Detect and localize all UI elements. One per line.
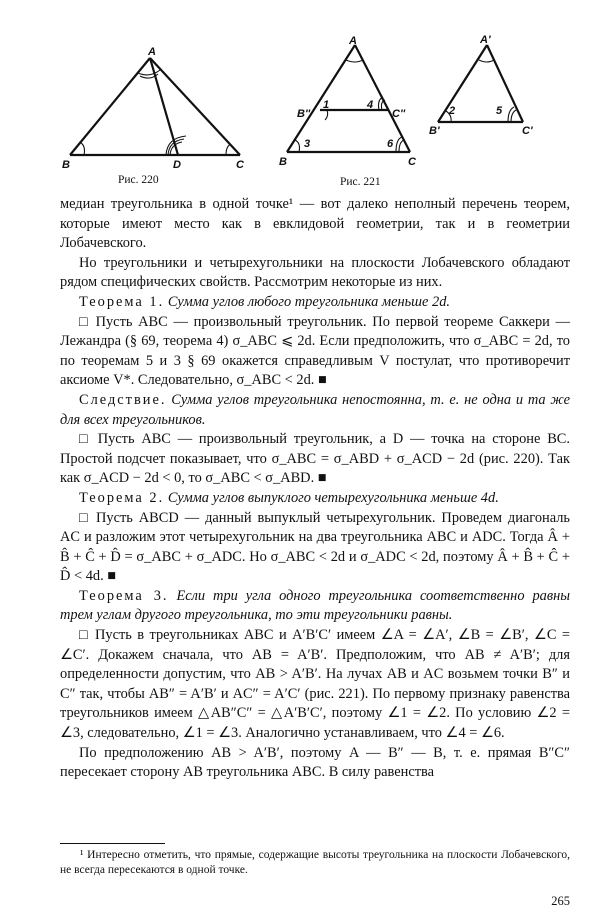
footnote: ¹ Интересно отметить, что прямые, содержащие высоты треугольника на плоскости Лобачевского, не всегда пересекаются в одной точке. [60, 849, 570, 876]
proof: □ Пусть ABCD — данный выпуклый четырехугольник. Проведем диагональ AC и разложим этот четырехугольник на два треугольника ABC и ADC. Тогда Â + B̂ + Ĉ + D̂ = σ_ABC + σ_ADC. Но σ_ABC < 2d и σ_ADC < 2d, поэтому Â + B̂ + Ĉ + D̂ < 4d. ■ [60, 509, 570, 585]
body-text [60, 195, 570, 783]
proof: □ Пусть ABC — произвольный треугольник. По первой теореме Саккери — Лежандра (§ 69, теорема 4) σ_ABC ⩽ 2d. Если предположить, что σ_ABC = 2d, то по теоремам 5 и 3 § 69 окажется справедливым V постулат, что противоречит аксиоме V*. Следовательно, σ_ABC < 2d. ■ [60, 313, 570, 389]
label-c-prime: C' [522, 125, 533, 137]
paragraph: медиан треугольника в одной точке¹ — вот далеко неполный перечень теорем, которые имеют место как в евклидовой геометрии, так и в геометрии Лобачевского. [60, 196, 570, 252]
proof: □ Пусть в треугольниках ABC и A′B′C′ имеем ∠A = ∠A′, ∠B = ∠B′, ∠C = ∠C′. Докажем сначала, что AB = A′B′. Предположим, что AB ≠ A′B′; для определенности допустим, что AB > A′B′. На лучах AB и AC возьмем точки B″ и C″ так, чтобы AB″ = A′B′ и AC″ = A′C′ (рис. 221). По первому признаку равенства треугольников имеем △AB″C″ = △A′B′C′, поэтому ∠1 = ∠2. По условию ∠2 = ∠3, следовательно, ∠1 = ∠3. Аналогично устанавливаем, что ∠4 = ∠6. [60, 627, 570, 742]
label-angle-3: 3 [304, 138, 311, 150]
label-angle-5: 5 [496, 105, 503, 117]
figure-221 [275, 30, 560, 175]
label-c: C [408, 156, 416, 168]
label-c: C [236, 159, 244, 170]
label-a: A [148, 46, 156, 58]
label-b: B [62, 159, 70, 170]
theorem-statement: Если три угла одного треугольника соответственно равны трем углам другого треугольника, то эти треугольники равны. [60, 587, 570, 624]
theorem-statement: Сумма углов любого треугольника меньше 2d. [167, 293, 451, 310]
label-angle-4: 4 [367, 99, 374, 111]
label-c-double: C'' [392, 108, 406, 120]
label-a-prime: A' [480, 34, 491, 46]
corollary [60, 391, 570, 430]
paragraph: По предположению AB > A′B′, поэтому A — B″ — B, т. е. прямая B″C″ пересекает сторону AB треугольника ABC. В силу равенства [60, 744, 570, 781]
figure-220-drawing [60, 40, 250, 170]
label-angle-2: 2 [449, 105, 456, 117]
theorem-heading: Теорема 2. [79, 489, 165, 506]
theorem-heading: Теорема 1. [79, 293, 165, 310]
theorem-heading: Теорема 3. [79, 587, 169, 604]
theorem-3 [60, 587, 570, 626]
label-angle-1: 1 [323, 99, 330, 111]
angle-marks [80, 70, 231, 155]
theorem-statement: Сумма углов выпуклого четырехугольника меньше 4d. [167, 489, 499, 506]
figure-220 [60, 40, 250, 170]
label-a: A [349, 35, 357, 47]
label-b-prime: B' [429, 125, 440, 137]
label-b: B [279, 156, 287, 168]
corollary-statement: Сумма углов треугольника непостоянна, т. е. не одна и та же для всех треугольников. [60, 391, 570, 428]
theorem-1 [60, 293, 570, 313]
proof: □ Пусть ABC — произвольный треугольник, а D — точка на стороне BC. Простой подсчет показывает, что σ_ABC = σ_ABD + σ_ACD − 2d (рис. 220). Так как σ_ACD − 2d < 0, то σ_ABC < σ_ABD. ■ [60, 431, 570, 487]
figure-221-drawing [275, 30, 560, 175]
page-number: 265 [551, 894, 570, 908]
caption-fig-220: Рис. 220 [118, 174, 159, 186]
footnote-rule [60, 843, 165, 844]
label-angle-6: 6 [387, 138, 394, 150]
paragraph: Но треугольники и четырехугольники на плоскости Лобачевского обладают рядом специфических свойств. Рассмотрим некоторые из них. [60, 254, 570, 291]
theorem-2 [60, 489, 570, 509]
label-d: D [173, 159, 181, 170]
corollary-heading: Следствие. [79, 391, 167, 408]
label-b-double: B'' [297, 108, 311, 120]
caption-fig-221: Рис. 221 [340, 176, 381, 188]
